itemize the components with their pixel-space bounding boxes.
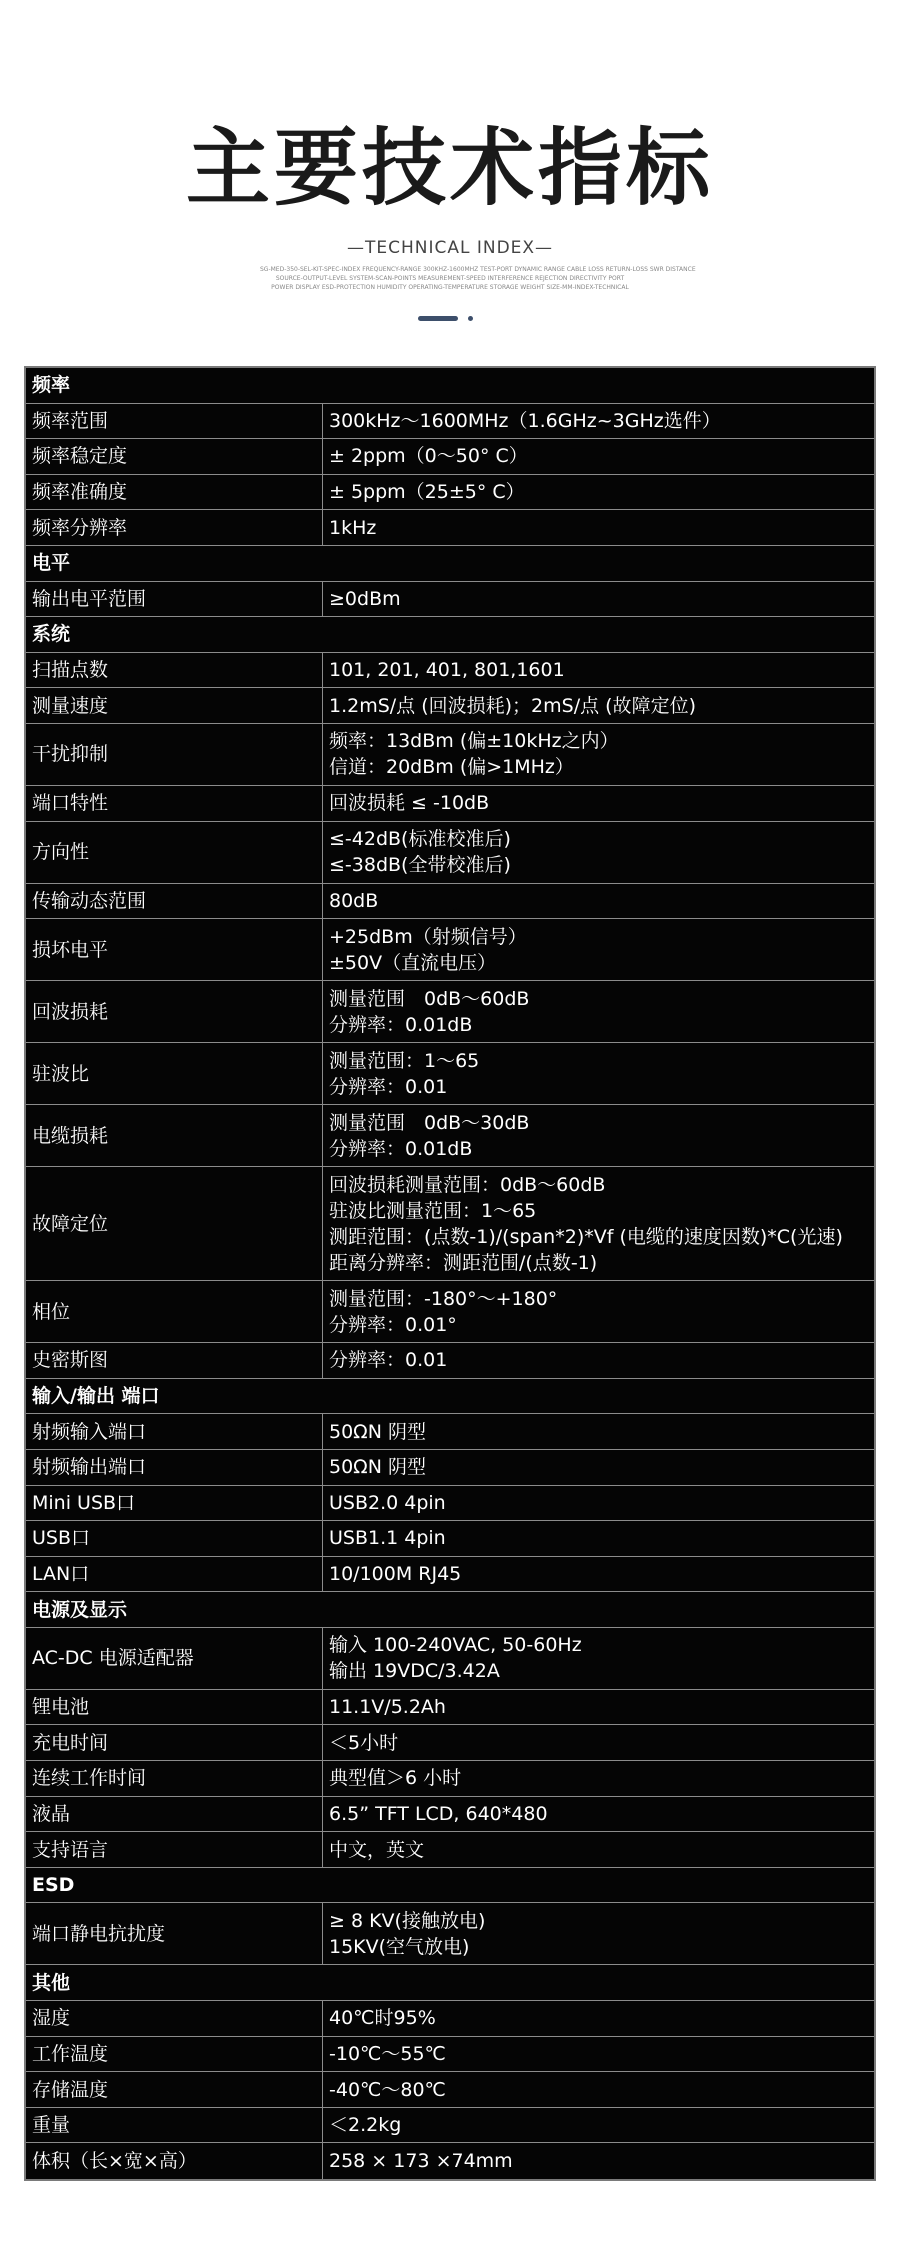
spec-label: 射频输入端口 bbox=[26, 1414, 323, 1449]
spec-row bbox=[26, 822, 874, 884]
section-header-row bbox=[26, 1592, 874, 1628]
spec-value-line: ± 2ppm（0～50° C） bbox=[329, 445, 528, 468]
spec-value-line: +25dBm（射频信号） bbox=[329, 925, 527, 948]
spec-label: 锂电池 bbox=[26, 1690, 323, 1725]
spec-row bbox=[26, 884, 874, 920]
spec-row bbox=[26, 2143, 874, 2179]
spec-label: 方向性 bbox=[26, 822, 323, 883]
spec-table bbox=[24, 366, 876, 2181]
section-header-row bbox=[26, 1868, 874, 1904]
spec-label: 输出电平范围 bbox=[26, 582, 323, 617]
spec-row bbox=[26, 724, 874, 786]
spec-label: 频率准确度 bbox=[26, 475, 323, 510]
spec-row bbox=[26, 786, 874, 822]
spec-row bbox=[26, 2072, 874, 2108]
spec-row bbox=[26, 1832, 874, 1868]
spec-label: 存储温度 bbox=[26, 2072, 323, 2107]
section-header-row bbox=[26, 546, 874, 582]
spec-label: 端口特性 bbox=[26, 786, 323, 821]
spec-label: 频率分辨率 bbox=[26, 510, 323, 545]
spec-row bbox=[26, 2037, 874, 2073]
spec-row bbox=[26, 1797, 874, 1833]
spec-row bbox=[26, 582, 874, 618]
section-header-row bbox=[26, 368, 874, 404]
spec-value bbox=[323, 919, 874, 980]
spec-value-line: 回波损耗测量范围：0dB～60dB bbox=[329, 1173, 606, 1196]
spec-row bbox=[26, 1628, 874, 1690]
spec-label: 电缆损耗 bbox=[26, 1105, 323, 1166]
spec-value bbox=[323, 2143, 874, 2179]
spec-label: 重量 bbox=[26, 2108, 323, 2143]
spec-row bbox=[26, 439, 874, 475]
spec-label: 端口静电抗扰度 bbox=[26, 1903, 323, 1964]
spec-value bbox=[323, 439, 874, 474]
divider-dot bbox=[468, 316, 473, 321]
spec-label: 驻波比 bbox=[26, 1043, 323, 1104]
header bbox=[0, 0, 900, 360]
spec-value-line: 分辨率：0.01 bbox=[329, 1075, 448, 1098]
section-title: ESD bbox=[32, 1874, 75, 1897]
spec-value bbox=[323, 822, 874, 883]
spec-value bbox=[323, 981, 874, 1042]
section-title: 系统 bbox=[32, 623, 71, 646]
spec-value-line: ±50V（直流电压） bbox=[329, 951, 497, 974]
spec-row bbox=[26, 1167, 874, 1281]
spec-label: 史密斯图 bbox=[26, 1343, 323, 1378]
spec-label: 支持语言 bbox=[26, 1832, 323, 1867]
spec-value-line: 50ΩN 阴型 bbox=[329, 1420, 426, 1443]
spec-value-line: ≥ 8 KV(接触放电) bbox=[329, 1909, 486, 1932]
spec-row bbox=[26, 1557, 874, 1593]
spec-value-line: 分辨率：0.01dB bbox=[329, 1013, 473, 1036]
spec-row bbox=[26, 1105, 874, 1167]
spec-label: 频率稳定度 bbox=[26, 439, 323, 474]
spec-row bbox=[26, 404, 874, 440]
page-subtitle: —TECHNICAL INDEX— bbox=[346, 238, 554, 258]
spec-row bbox=[26, 1043, 874, 1105]
spec-value-line: 测量范围：-180°～+180° bbox=[329, 1287, 558, 1310]
spec-value bbox=[323, 1105, 874, 1166]
spec-value-line: 11.1V/5.2Ah bbox=[329, 1696, 446, 1719]
spec-value-line: 258 × 173 ×74mm bbox=[329, 2150, 513, 2173]
section-title: 频率 bbox=[32, 374, 71, 397]
spec-row bbox=[26, 1343, 874, 1379]
spec-label: 充电时间 bbox=[26, 1725, 323, 1760]
spec-value bbox=[323, 688, 874, 723]
fine-print-line: SG-MED-350-SEL-KIT-SPEC-INDEX FREQUENCY-RANGE 300KHZ-1600MHZ TEST-PORT DYNAMIC RANGE CABLE LOSS RETURN-LOSS SWR DISTANCE bbox=[260, 266, 696, 273]
spec-value-line: ＜2.2kg bbox=[329, 2114, 402, 2137]
spec-value bbox=[323, 2072, 874, 2107]
spec-value bbox=[323, 1832, 874, 1867]
page-title: 主要技术指标 bbox=[185, 119, 714, 217]
spec-value bbox=[323, 1343, 874, 1378]
spec-value-line: 典型值＞6 小时 bbox=[329, 1767, 462, 1790]
spec-row bbox=[26, 1414, 874, 1450]
spec-value-line: ≤-38dB(全带校准后) bbox=[329, 854, 511, 877]
spec-value bbox=[323, 884, 874, 919]
spec-value-line: 输入 100-240VAC, 50-60Hz bbox=[329, 1634, 582, 1657]
spec-value bbox=[323, 786, 874, 821]
spec-row bbox=[26, 1903, 874, 1965]
spec-row bbox=[26, 475, 874, 511]
spec-value-line: ± 5ppm（25±5° C） bbox=[329, 481, 525, 504]
spec-label: 干扰抑制 bbox=[26, 724, 323, 785]
section-title: 电平 bbox=[32, 552, 71, 575]
spec-label: 回波损耗 bbox=[26, 981, 323, 1042]
spec-value-line: 80dB bbox=[329, 889, 379, 912]
fine-print-line: SOURCE-OUTPUT-LEVEL SYSTEM-SCAN-POINTS MEASUREMENT-SPEED INTERFERENCE REJECTION DIRECTIVITY PORT bbox=[275, 275, 625, 282]
spec-value bbox=[323, 2108, 874, 2143]
spec-value-line: 40℃时95% bbox=[329, 2007, 436, 2030]
spec-row bbox=[26, 2001, 874, 2037]
spec-value bbox=[323, 724, 874, 785]
spec-value-line: 分辨率：0.01° bbox=[329, 1313, 457, 1336]
spec-value-line: 距离分辨率：测距范围/(点数-1) bbox=[329, 1251, 598, 1274]
fine-print-line: POWER DISPLAY ESD-PROTECTION HUMIDITY OPERATING-TEMPERATURE STORAGE WEIGHT SIZE-MM-INDEX-TECHNICAL bbox=[271, 284, 629, 291]
spec-row bbox=[26, 1486, 874, 1522]
spec-value bbox=[323, 1797, 874, 1832]
spec-row bbox=[26, 653, 874, 689]
section-header-row bbox=[26, 617, 874, 653]
spec-value-line: 300kHz～1600MHz（1.6GHz~3GHz选件） bbox=[329, 409, 721, 432]
spec-value bbox=[323, 1043, 874, 1104]
spec-label: AC-DC 电源适配器 bbox=[26, 1628, 323, 1689]
spec-value bbox=[323, 1761, 874, 1796]
spec-label: Mini USB口 bbox=[26, 1486, 323, 1521]
spec-value-line: 分辨率：0.01 bbox=[329, 1349, 448, 1372]
spec-value-line: USB1.1 4pin bbox=[329, 1527, 446, 1550]
spec-label: LAN口 bbox=[26, 1557, 323, 1592]
spec-label: 连续工作时间 bbox=[26, 1761, 323, 1796]
spec-value-line: 测量范围：1～65 bbox=[329, 1049, 480, 1072]
spec-row bbox=[26, 1690, 874, 1726]
spec-value-line: 15KV(空气放电) bbox=[329, 1935, 470, 1958]
spec-value-line: -10℃～55℃ bbox=[329, 2042, 446, 2065]
spec-label: 工作温度 bbox=[26, 2037, 323, 2072]
spec-value bbox=[323, 475, 874, 510]
spec-label: 损坏电平 bbox=[26, 919, 323, 980]
spec-value bbox=[323, 2037, 874, 2072]
spec-value-line: 10/100M RJ45 bbox=[329, 1562, 462, 1585]
spec-value-line: 频率：13dBm (偏±10kHz之内） bbox=[329, 730, 619, 753]
section-title: 其他 bbox=[32, 1971, 71, 1994]
spec-label: 相位 bbox=[26, 1281, 323, 1342]
spec-value-line: 1.2mS/点 (回波损耗)；2mS/点 (故障定位) bbox=[329, 694, 696, 717]
spec-label: 扫描点数 bbox=[26, 653, 323, 688]
spec-label: 频率范围 bbox=[26, 404, 323, 439]
spec-value bbox=[323, 1690, 874, 1725]
section-header-row bbox=[26, 1965, 874, 2001]
spec-value-line: -40℃～80℃ bbox=[329, 2078, 446, 2101]
spec-value-line: 输出 19VDC/3.42A bbox=[329, 1660, 500, 1683]
spec-value bbox=[323, 582, 874, 617]
spec-label: 体积（长×宽×高） bbox=[26, 2143, 323, 2179]
spec-value bbox=[323, 2001, 874, 2036]
spec-value bbox=[323, 1557, 874, 1592]
divider-bar bbox=[418, 316, 458, 321]
spec-value-line: 6.5” TFT LCD, 640*480 bbox=[329, 1802, 548, 1825]
spec-row bbox=[26, 1281, 874, 1343]
spec-value-line: 信道：20dBm (偏>1MHz） bbox=[329, 756, 574, 779]
spec-value bbox=[323, 1725, 874, 1760]
section-title: 输入/输出 端口 bbox=[32, 1385, 160, 1408]
spec-row bbox=[26, 688, 874, 724]
section-header-row bbox=[26, 1379, 874, 1415]
spec-value bbox=[323, 1521, 874, 1556]
spec-label: 测量速度 bbox=[26, 688, 323, 723]
spec-value bbox=[323, 510, 874, 545]
spec-label: 故障定位 bbox=[26, 1167, 323, 1280]
spec-value-line: 分辨率：0.01dB bbox=[329, 1137, 473, 1160]
section-title: 电源及显示 bbox=[32, 1598, 128, 1621]
spec-value-line: 中文，英文 bbox=[329, 1838, 425, 1861]
spec-value bbox=[323, 1167, 874, 1280]
spec-value-line: 测量范围 0dB～60dB bbox=[329, 987, 530, 1010]
spec-row bbox=[26, 510, 874, 546]
spec-label: 射频输出端口 bbox=[26, 1450, 323, 1485]
spec-value-line: ＜5小时 bbox=[329, 1731, 399, 1754]
spec-value-line: 1kHz bbox=[329, 516, 377, 539]
spec-label: 传输动态范围 bbox=[26, 884, 323, 919]
spec-value bbox=[323, 1281, 874, 1342]
spec-row bbox=[26, 919, 874, 981]
spec-value-line: 回波损耗 ≤ -10dB bbox=[329, 792, 490, 815]
spec-value bbox=[323, 653, 874, 688]
spec-value-line: ≥0dBm bbox=[329, 587, 401, 610]
spec-label: 液晶 bbox=[26, 1797, 323, 1832]
spec-value-line: 测距范围：(点数-1)/(span*2)*Vf (电缆的速度因数)*C(光速) bbox=[329, 1225, 843, 1248]
spec-label: USB口 bbox=[26, 1521, 323, 1556]
spec-row bbox=[26, 1450, 874, 1486]
spec-row bbox=[26, 2108, 874, 2144]
spec-row bbox=[26, 1725, 874, 1761]
spec-value bbox=[323, 1628, 874, 1689]
spec-value-line: 101, 201, 401, 801,1601 bbox=[329, 659, 565, 682]
spec-value-line: USB2.0 4pin bbox=[329, 1491, 446, 1514]
spec-value bbox=[323, 1903, 874, 1964]
spec-value-line: 驻波比测量范围：1～65 bbox=[329, 1199, 537, 1222]
spec-row bbox=[26, 981, 874, 1043]
spec-label: 湿度 bbox=[26, 2001, 323, 2036]
spec-value bbox=[323, 1414, 874, 1449]
spec-value-line: ≤-42dB(标准校准后) bbox=[329, 828, 511, 851]
spec-value-line: 50ΩN 阴型 bbox=[329, 1456, 426, 1479]
spec-value bbox=[323, 1486, 874, 1521]
spec-value bbox=[323, 404, 874, 439]
spec-row bbox=[26, 1521, 874, 1557]
spec-value bbox=[323, 1450, 874, 1485]
spec-value-line: 测量范围 0dB～30dB bbox=[329, 1111, 530, 1134]
spec-row bbox=[26, 1761, 874, 1797]
